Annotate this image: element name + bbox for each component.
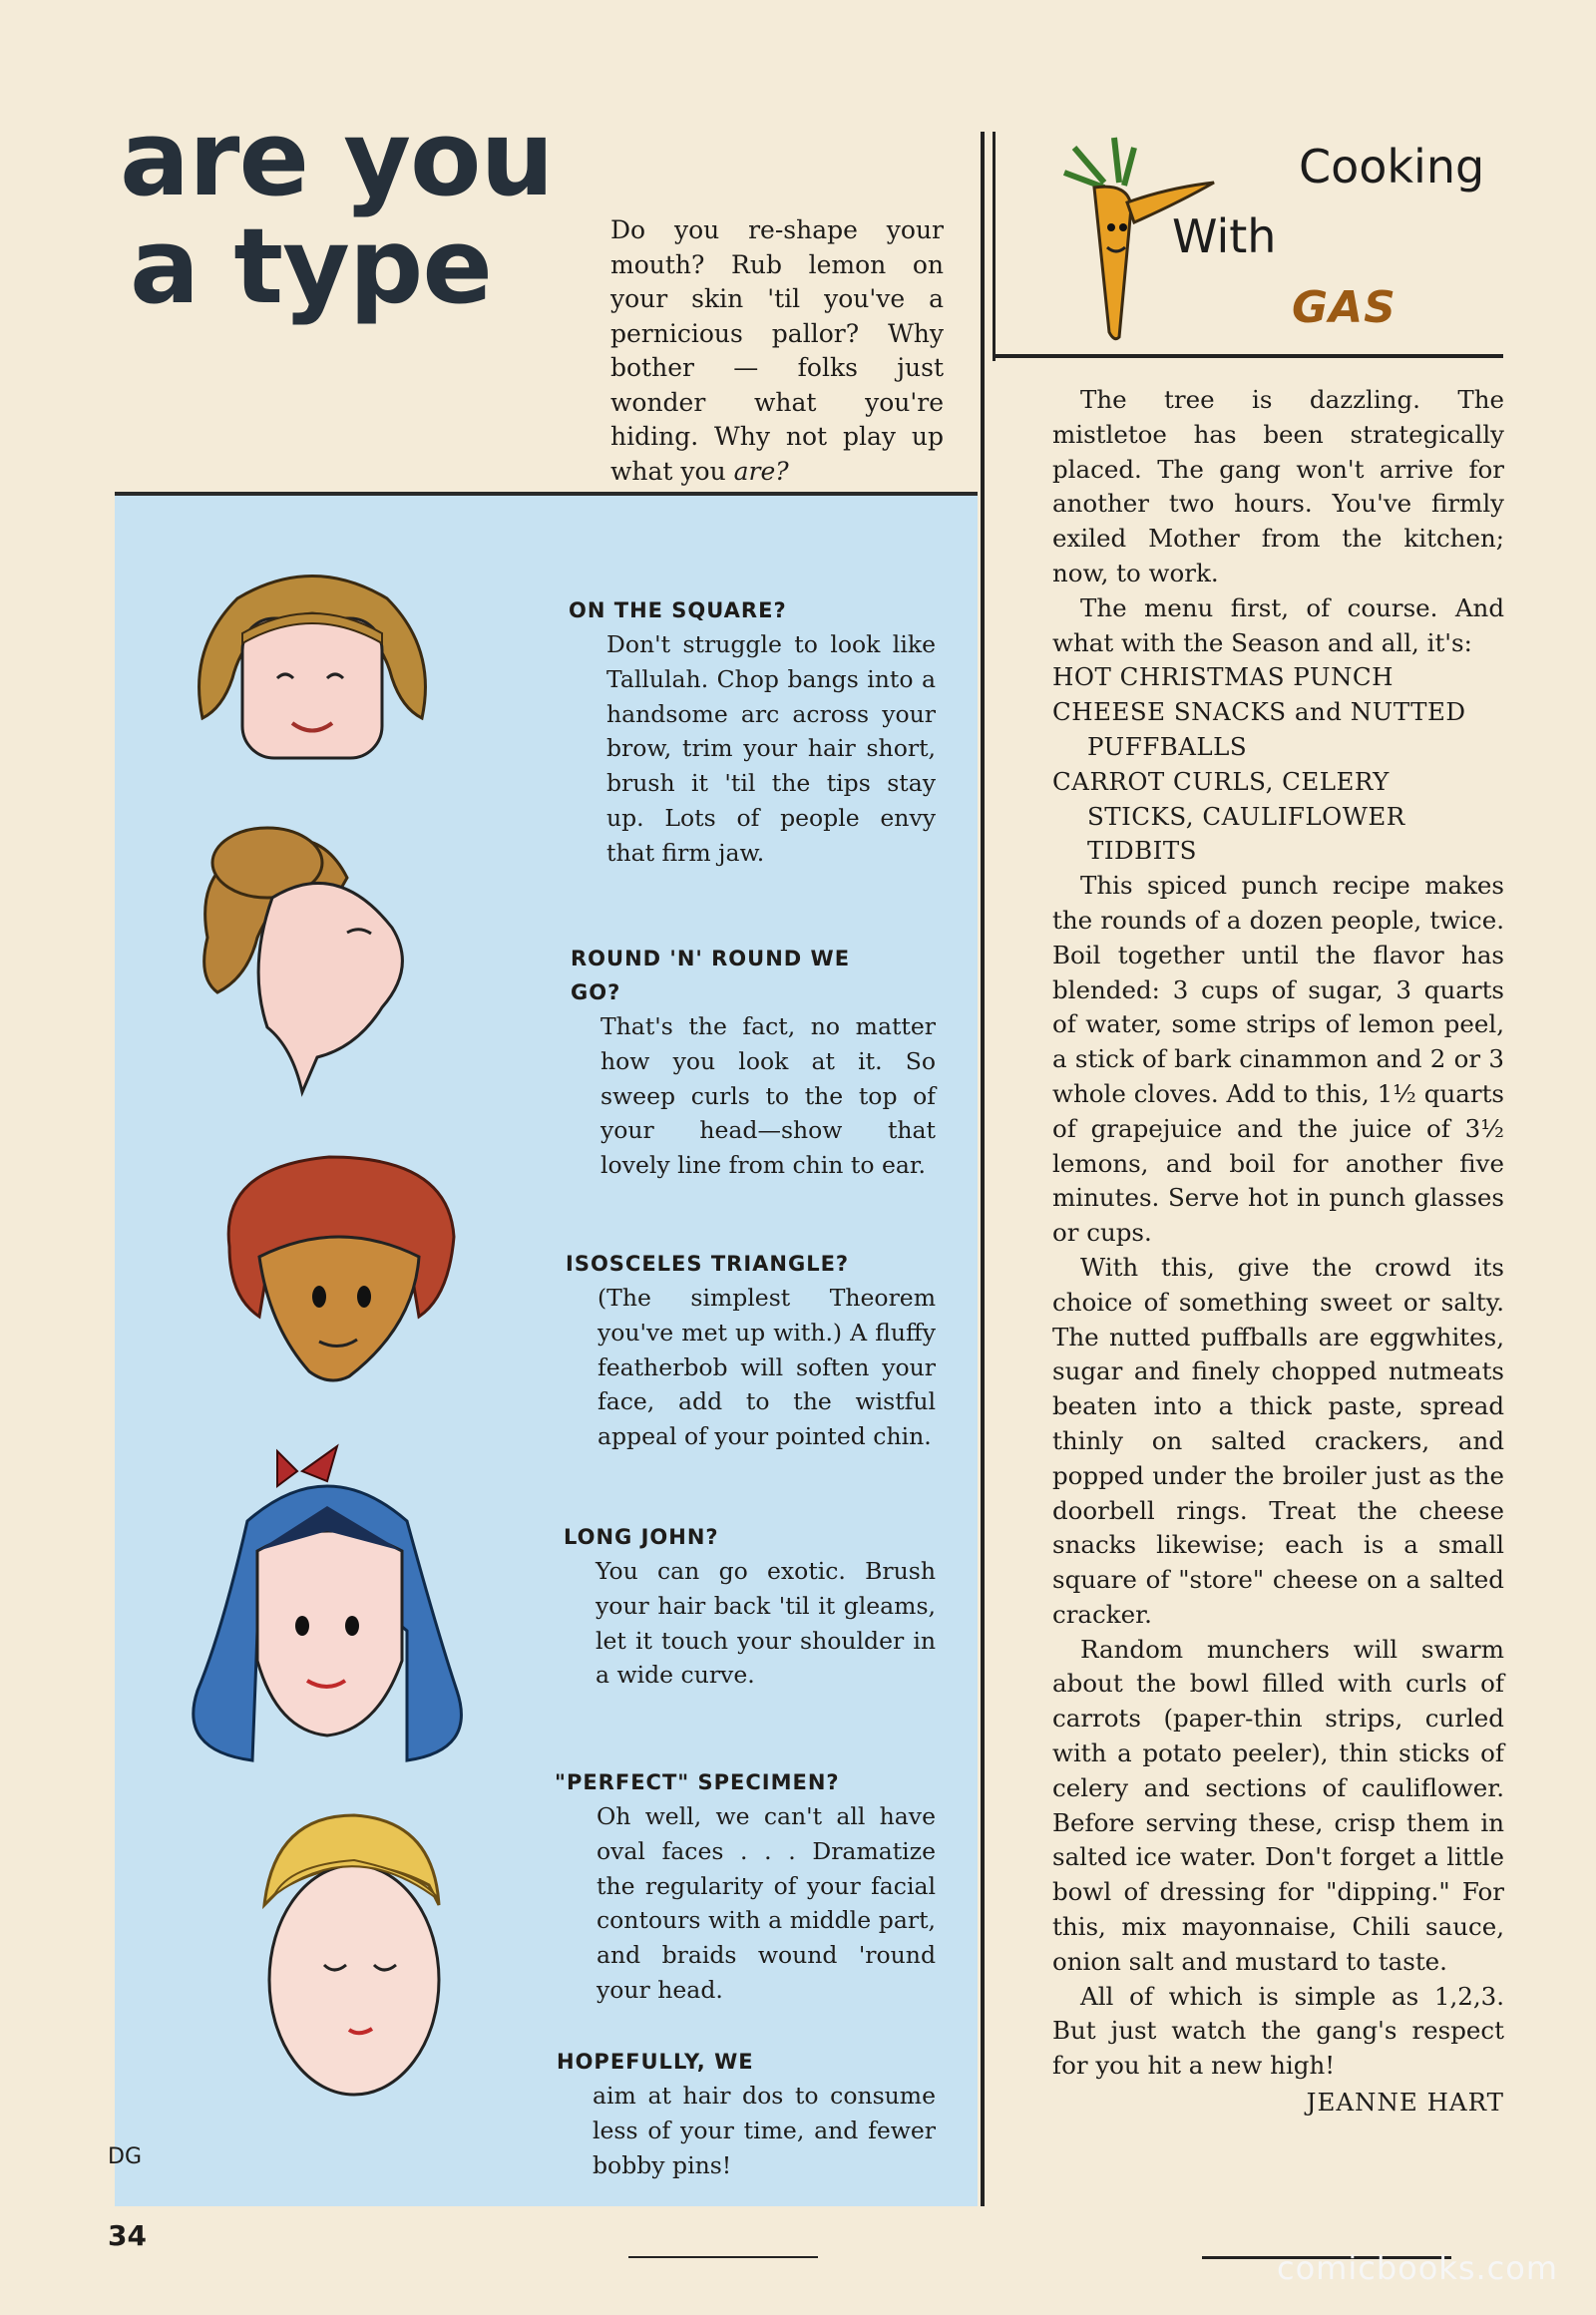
paragraph: The tree is dazzling. The mistletoe has been strategically placed. The gang won't arrive for another two hours. You've firmly exiled Mother from the kitchen; now, to work. [1052, 385, 1504, 587]
site-watermark: comicbooks.com [1277, 2249, 1559, 2287]
section-body: That's the fact, no matter how you look at it. So sweep curls to the top of your head—show that lovely line from chin to ear. [600, 1012, 936, 1180]
section-body: aim at hair dos to consume less of your time, and fewer bobby pins! [593, 2082, 936, 2179]
header-box-bottom-rule [993, 354, 1503, 358]
menu-item: CHEESE SNACKS and NUTTED [1052, 697, 1466, 727]
section-heading: ROUND 'N' ROUND WE GO? [571, 947, 851, 1004]
column-title-gas: GAS [1292, 282, 1396, 333]
paragraph: This spiced punch recipe makes the rounds of a dozen people, twice. Boil together until the flavor has blended: 3 cups of sugar, 3 quarts of water, some strips of lemon peel, a stick of bark cinammon and 2 or 3 whole cloves. Add to this, 1½ quarts of grapejuice and the juice of 3½ lemons, and boil for another five minutes. Serve hot in punch glasses or cups. [1052, 871, 1504, 1248]
section-square [569, 593, 936, 871]
paragraph: With this, give the crowd its choice of something sweet or salty. The nutted puffballs are eggwhites, sugar and finely chopped nutmeats beaten into a thick paste, spread thinly on salted crackers, and popped under the broiler just as the doorbell rings. Treat the cheese snacks likewise; each is a small square of "store" cheese on a salted cracker. [1052, 1252, 1504, 1629]
paragraph: All of which is simple as 1,2,3. But just watch the gang's respect for you hit a new high! [1052, 1981, 1504, 2081]
section-perfect [555, 1765, 936, 2008]
section-round [571, 942, 936, 1183]
section-long [564, 1520, 936, 1693]
title-line-2: a type [130, 205, 492, 327]
section-heading: "PERFECT" SPECIMEN? [555, 1770, 840, 1794]
section-triangle [566, 1247, 936, 1454]
author-byline: JEANNE HART [1306, 2088, 1504, 2118]
section-body: You can go exotic. Brush your hair back 'til it gleams, let it touch your shoulder in a wide curve. [596, 1557, 936, 1690]
page-number: 34 [108, 2219, 147, 2252]
menu-item: PUFFBALLS [1087, 731, 1248, 761]
square-face-illustration [178, 559, 447, 773]
triangle-face-illustration [200, 1147, 469, 1391]
section-heading: ISOSCELES TRIANGLE? [566, 1252, 850, 1276]
intro-emphasis: are? [733, 456, 789, 486]
title-line-1: are you [120, 98, 554, 219]
intro-paragraph [610, 213, 944, 489]
column-title-with: With [1172, 209, 1277, 263]
round-face-illustration [178, 818, 447, 1107]
section-body: Oh well, we can't all have oval faces . . . Dramatize the regularity of your facial contours with a middle part, and braids wound 'round your head. [597, 1802, 936, 2004]
oval-face-illustration [234, 1805, 464, 2105]
intro-text: Do you re-shape your mouth? Rub lemon on your skin 'til you've a pernicious pallor? Why bother — folks just wonder what you're hiding. Why not play up what you [610, 215, 944, 486]
section-body: Don't struggle to look like Tallulah. Chop bangs into a handsome arc across your brow, trim your hair short, brush it 'til the tips stay up. Lots of people envy that firm jaw. [606, 630, 936, 867]
menu-item: STICKS, CAULIFLOWER TIDBITS [1087, 801, 1405, 866]
header-box-left-rule [993, 132, 996, 361]
section-heading: LONG JOHN? [564, 1525, 719, 1549]
long-face-illustration [178, 1431, 487, 1775]
paragraph: The menu first, of course. And what with the Season and all, it's: [1052, 592, 1504, 657]
paragraph: Random munchers will swarm about the bowl filled with curls of carrots (paper-thin strips, curled with a potato peeler), thin sticks of celery and sections of cauliflower. Before serving these, crisp them in salted ice water. Don't forget a little bowl of dressing for "dipping." For this, mix mayonnaise, Chili sauce, onion salt and mustard to taste. [1052, 1634, 1504, 1976]
section-heading: ON THE SQUARE? [569, 598, 787, 622]
article-title [120, 98, 579, 327]
bottom-rule-left [628, 2256, 818, 2258]
column-title-cooking: Cooking [1299, 140, 1485, 193]
recipe-column [1052, 383, 1504, 2121]
section-body: (The simplest Theorem you've met up with.) A fluffy featherbob will soften your face, add to the wistful appeal of your pointed chin. [598, 1284, 936, 1451]
artist-initials: DG [108, 2144, 142, 2169]
menu-item: CARROT CURLS, CELERY [1052, 766, 1390, 796]
section-hopefully [557, 2045, 936, 2182]
column-divider [981, 132, 985, 2206]
section-heading: HOPEFULLY, WE [557, 2050, 754, 2074]
menu-item: HOT CHRISTMAS PUNCH [1052, 662, 1395, 692]
